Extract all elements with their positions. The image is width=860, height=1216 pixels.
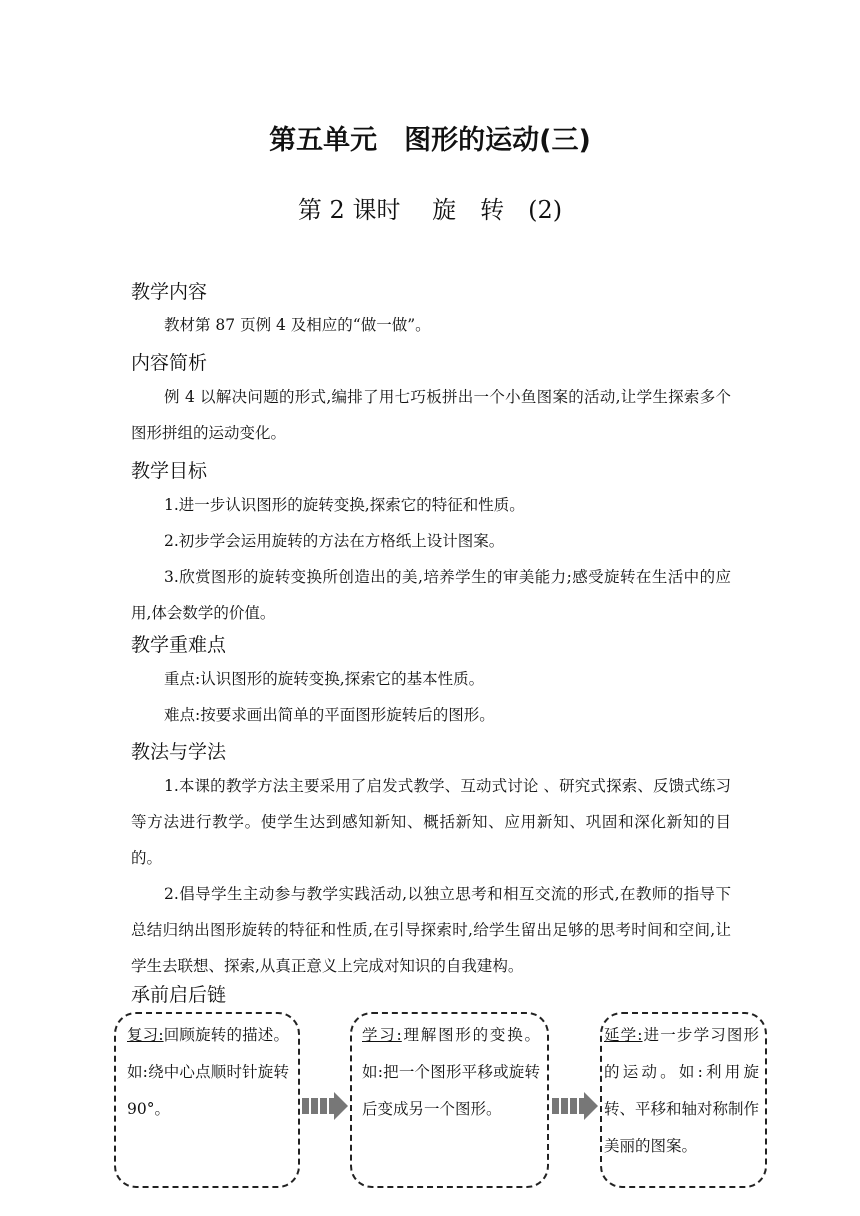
section-paragraph: 例 4 以解决问题的形式,编排了用七巧板拼出一个小鱼图案的活动,让学生探索多个图形拼组的运动变化。 [131, 388, 731, 442]
section-heading-methods: 教法与学法 [131, 741, 227, 763]
extend-label: 延学: [604, 1026, 643, 1044]
extend-text [604, 1017, 759, 1165]
key-point-item: 重点:认识图形的旋转变换,探索它的基本性质。 [164, 670, 485, 688]
arrow-right-icon [302, 1092, 348, 1120]
objective-item: 3.欣赏图形的旋转变换所创造出的美,培养学生的审美能力;感受旋转在生活中的应用,体会数学的价值。 [131, 568, 731, 622]
learn-content: 理解图形的变换。如:把一个图形平移或旋转后变成另一个图形。 [362, 1026, 540, 1118]
review-content: 回顾旋转的描述。如:绕中心点顺时针旋转 90°。 [127, 1026, 289, 1118]
learn-text [362, 1017, 540, 1128]
learn-label: 学习: [362, 1026, 402, 1044]
review-text [127, 1017, 289, 1128]
section-heading-content: 教学内容 [131, 281, 208, 303]
lesson-subtitle: 第 2 课时 旋 转 (2) [297, 196, 563, 224]
section-heading-analysis: 内容简析 [131, 352, 208, 374]
method-item: 2.倡导学生主动参与教学实践活动,以独立思考和相互交流的形式,在教师的指导下总结归纳出图形旋转的特征和性质,在引导探索时,给学生留出足够的思考时间和空间,让学生去联想、探索,从真正意义上完成对知识的自我建构。 [131, 885, 731, 975]
section-heading-key-points: 教学重难点 [131, 634, 227, 656]
objective-item: 1.进一步认识图形的旋转变换,探索它的特征和性质。 [164, 496, 525, 514]
page-title: 第五单元 图形的运动(三) [269, 125, 591, 156]
section-heading-chain: 承前启后链 [131, 984, 227, 1006]
review-label: 复习: [127, 1026, 164, 1044]
arrow-right-icon [552, 1092, 598, 1120]
extend-content: 进一步学习图形的运动。如:利用旋转、平移和轴对称制作美丽的图案。 [604, 1026, 760, 1155]
section-paragraph: 教材第 87 页例 4 及相应的“做一做”。 [164, 316, 431, 334]
section-heading-objectives: 教学目标 [131, 460, 208, 482]
objective-item: 2.初步学会运用旋转的方法在方格纸上设计图案。 [164, 532, 505, 550]
method-item: 1.本课的教学方法主要采用了启发式教学、互动式讨论 、研究式探索、反馈式练习等方法进行教学。使学生达到感知新知、概括新知、应用新知、巩固和深化新知的目的。 [131, 777, 731, 867]
key-point-item: 难点:按要求画出简单的平面图形旋转后的图形。 [164, 706, 495, 724]
